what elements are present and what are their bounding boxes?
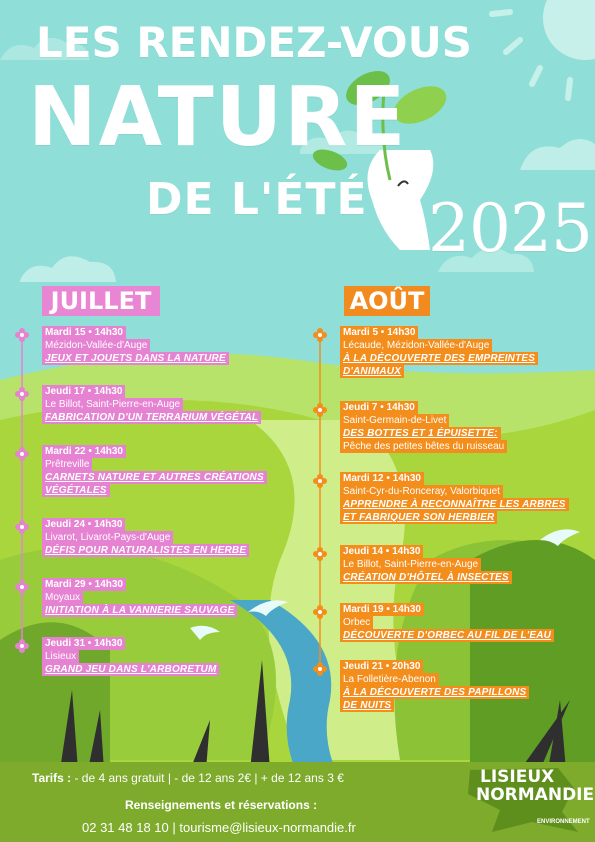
event-place: Orbec: [340, 616, 373, 629]
event-activity: GRAND JEU DANS L'ARBORETUM: [42, 663, 219, 676]
event-activity: APPRENDRE À RECONNAÎTRE LES ARBRES: [340, 498, 569, 511]
event-activity: ET FABRIQUER SON HERBIER: [340, 511, 497, 524]
flower-icon: [15, 639, 29, 653]
event-place: La Folletière-Abenon: [340, 673, 439, 686]
event-activity: DÉFIS POUR NATURALISTES EN HERBE: [42, 544, 249, 557]
title-line-1: LES RENDEZ-VOUS: [36, 18, 472, 67]
event-activity: DES BOTTES ET 1 ÉPUISETTE:: [340, 427, 501, 440]
event-datetime: Mardi 12 • 14h30: [340, 472, 424, 485]
event-activity: DE NUITS: [340, 699, 394, 712]
flower-icon: [313, 474, 327, 488]
flower-icon: [15, 387, 29, 401]
event-place: Le Billot, Saint-Pierre-en-Auge: [42, 398, 183, 411]
event-datetime: Jeudi 21 • 20h30: [340, 660, 423, 673]
event-activity: DÉCOUVERTE D'ORBEC AU FIL DE L'EAU: [340, 629, 554, 642]
event-activity: À LA DÉCOUVERTE DES EMPREINTES: [340, 352, 538, 365]
tarifs: [32, 771, 344, 785]
flower-icon: [15, 447, 29, 461]
jul-event: [42, 385, 261, 424]
contact-info[interactable]: 02 31 48 18 10 | tourisme@lisieux-normandie.fr: [82, 820, 356, 835]
aug-event: [340, 660, 529, 712]
jul-event: [42, 637, 219, 676]
event-place: Le Billot, Saint-Pierre-en-Auge: [340, 558, 481, 571]
event-datetime: Mardi 29 • 14h30: [42, 578, 126, 591]
jul-event: [42, 578, 237, 617]
flower-icon: [15, 328, 29, 342]
event-place: Livarot, Livarot-Pays-d'Auge: [42, 531, 173, 544]
month-july: JUILLET: [42, 286, 160, 316]
aug-event: [340, 545, 512, 584]
title-line-2: NATURE: [28, 70, 408, 165]
event-activity: D'ANIMAUX: [340, 365, 404, 378]
event-activity: JEUX ET JOUETS DANS LA NATURE: [42, 352, 229, 365]
event-datetime: Mardi 15 • 14h30: [42, 326, 126, 339]
event-place: Lisieux: [42, 650, 79, 663]
renseignements-label: Renseignements et réservations :: [125, 798, 318, 812]
logo-line-2: NORMANDIE: [476, 785, 595, 805]
event-datetime: Jeudi 14 • 14h30: [340, 545, 423, 558]
event-activity: CRÉATION D'HÔTEL À INSECTES: [340, 571, 512, 584]
aug-event: [340, 472, 569, 524]
month-august: AOÛT: [344, 286, 430, 316]
event-activity: CARNETS NATURE ET AUTRES CRÉATIONS: [42, 471, 267, 484]
event-datetime: Mardi 5 • 14h30: [340, 326, 418, 339]
aug-event: [340, 603, 554, 642]
flower-icon: [15, 580, 29, 594]
event-place: Prêtreville: [42, 458, 92, 471]
event-datetime: Jeudi 31 • 14h30: [42, 637, 125, 650]
event-datetime: Jeudi 24 • 14h30: [42, 518, 125, 531]
jul-event: [42, 518, 249, 557]
event-place: Lécaude, Mézidon-Vallée-d'Auge: [340, 339, 492, 352]
flower-icon: [313, 605, 327, 619]
event-datetime: Jeudi 7 • 14h30: [340, 401, 418, 414]
title-year: 2025: [428, 190, 592, 267]
lisieux-normandie-logo: [462, 764, 595, 836]
event-datetime: Mardi 22 • 14h30: [42, 445, 126, 458]
event-activity: VÉGÉTALES: [42, 484, 110, 497]
title-line-3: DE L'ÉTÉ: [146, 174, 368, 225]
event-activity: FABRICATION D'UN TERRARIUM VÉGÉTAL: [42, 411, 261, 424]
logo-line-1: LISIEUX: [480, 767, 555, 787]
flower-icon: [15, 520, 29, 534]
tarifs-label: Tarifs :: [32, 771, 72, 785]
aug-event: [340, 401, 507, 453]
event-place: Saint-Germain-de-Livet: [340, 414, 449, 427]
flower-icon: [313, 403, 327, 417]
flower-icon: [313, 662, 327, 676]
logo-line-3: ENVIRONNEMENT: [537, 819, 590, 825]
event-place: Mézidon-Vallée-d'Auge: [42, 339, 150, 352]
event-activity: À LA DÉCOUVERTE DES PAPILLONS: [340, 686, 529, 699]
event-extra: Pêche des petites bêtes du ruisseau: [340, 440, 507, 453]
event-activity: INITIATION À LA VANNERIE SAUVAGE: [42, 604, 237, 617]
event-place: Moyaux: [42, 591, 83, 604]
flower-icon: [313, 547, 327, 561]
event-datetime: Mardi 19 • 14h30: [340, 603, 424, 616]
flower-icon: [313, 328, 327, 342]
event-datetime: Jeudi 17 • 14h30: [42, 385, 125, 398]
event-place: Saint-Cyr-du-Ronceray, Valorbiquet: [340, 485, 503, 498]
aug-event: [340, 326, 538, 378]
jul-event: [42, 445, 267, 497]
tarifs-text: - de 4 ans gratuit | - de 12 ans 2€ | + de 12 ans 3 €: [71, 771, 344, 785]
jul-event: [42, 326, 229, 365]
